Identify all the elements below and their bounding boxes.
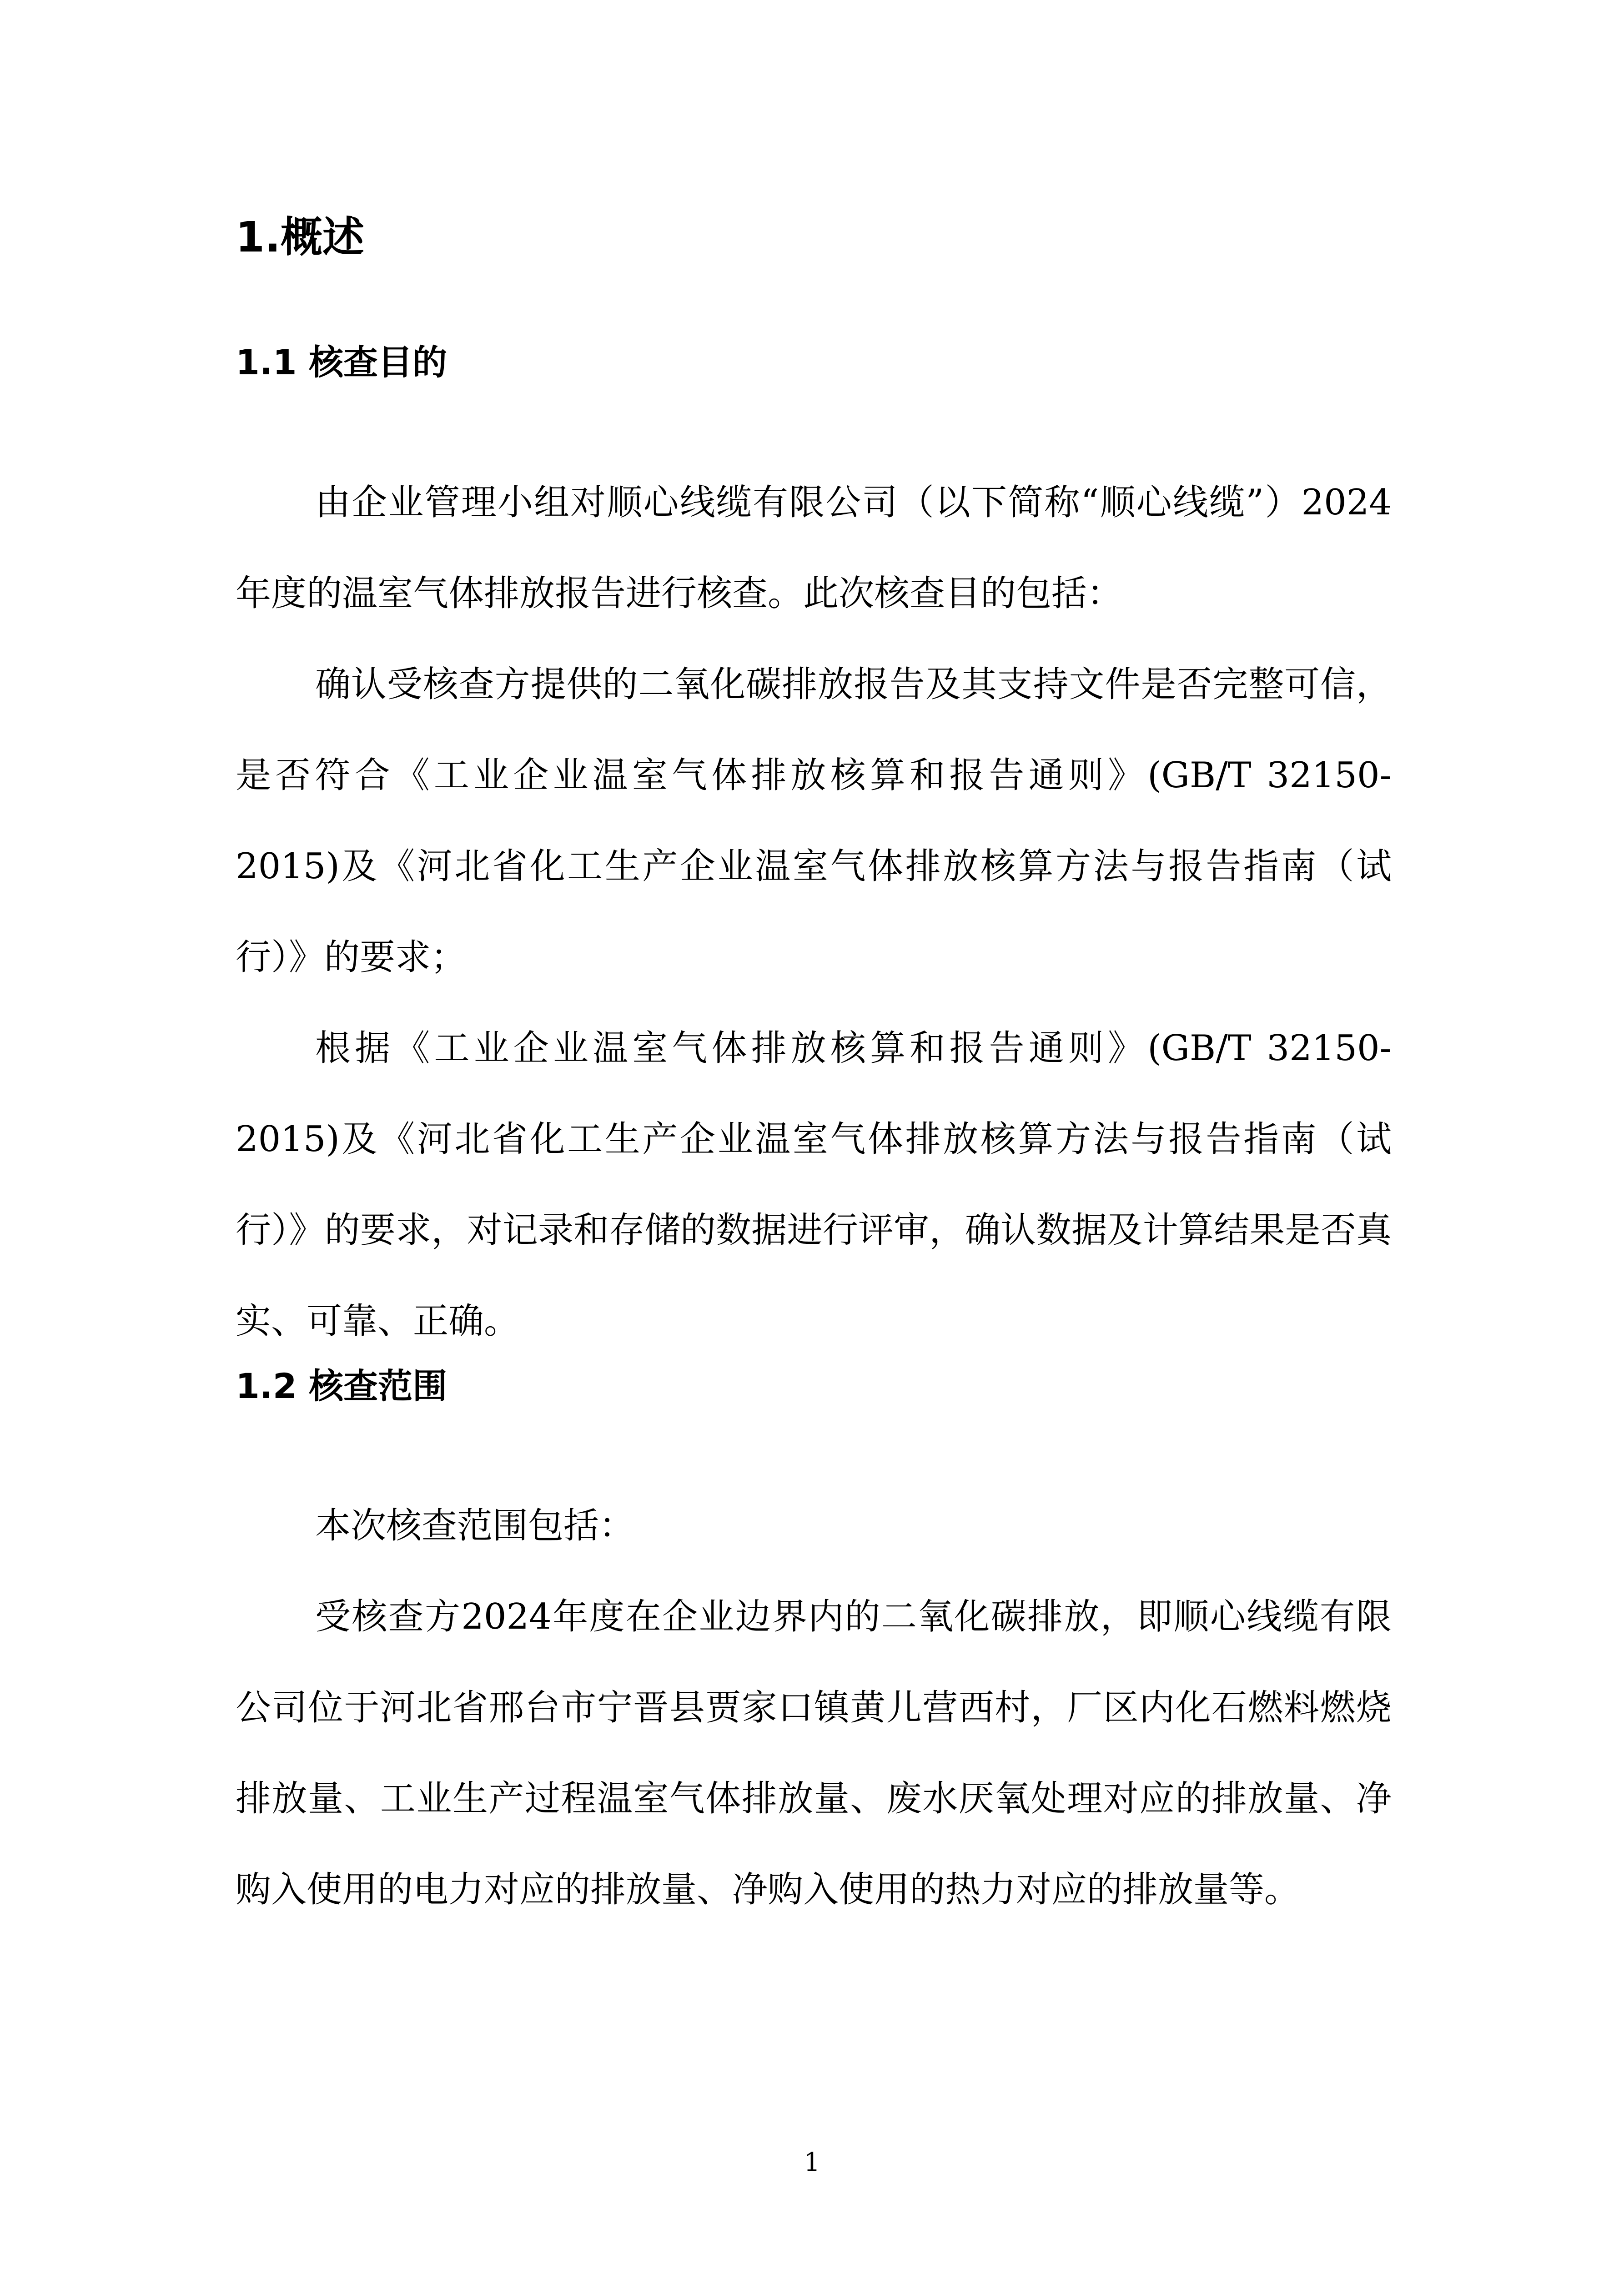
section-heading-overview: 1.概述 — [236, 213, 364, 262]
paragraph-purpose-review: 根据《工业企业温室气体排放核算和报告通则》(GB/T 32150-2015)及《河北省化工生产企业温室气体排放核算方法与报告指南（试行）》的要求，对记录和存储的数据进行评审，确认数据及计算结果是否真实、可靠、正确。 — [236, 1028, 1392, 1342]
paragraph-purpose-intro: 由企业管理小组对顺心线缆有限公司（以下简称“顺心线缆”）2024年度的温室气体排放报告进行核查。此次核查目的包括： — [236, 482, 1392, 614]
paragraph-purpose-confirm: 确认受核查方提供的二氧化碳排放报告及其支持文件是否完整可信，是否符合《工业企业温室气体排放核算和报告通则》(GB/T 32150-2015)及《河北省化工生产企业温室气体排放核算方法与报告指南（试行）》的要求； — [236, 664, 1392, 978]
page-number: 1 — [804, 2148, 820, 2177]
subsection-heading-scope: 1.2 核查范围 — [236, 1366, 447, 1406]
paragraph-scope-intro: 本次核查范围包括： — [315, 1505, 635, 1546]
subsection-heading-purpose: 1.1 核查目的 — [236, 342, 447, 382]
paragraph-scope-detail: 受核查方2024年度在企业边界内的二氧化碳排放，即顺心线缆有限公司位于河北省邢台市宁晋县贾家口镇黄儿营西村，厂区内化石燃料燃烧排放量、工业生产过程温室气体排放量、废水厌氧处理对应的排放量、净购入使用的电力对应的排放量、净购入使用的热力对应的排放量等。 — [236, 1596, 1392, 1910]
